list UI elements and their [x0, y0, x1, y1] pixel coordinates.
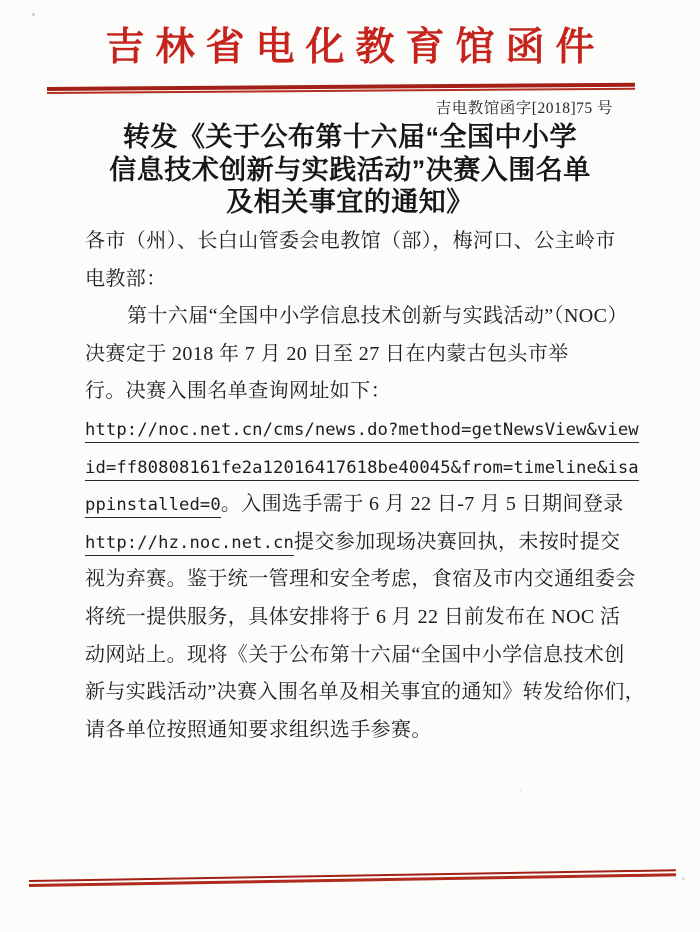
body-line	[85, 373, 645, 411]
body-line-text: 视为弃赛。鉴于统一管理和安全考虑，食宿及市内交通组委会	[85, 568, 636, 591]
body-line-text: 请各单位按照通知要求组织选手参赛。	[85, 718, 432, 741]
body-line-text: 新与实践活动”决赛入围名单及相关事宜的通知》转发给你们，	[85, 681, 646, 704]
body-line	[85, 449, 645, 487]
body-line-text: 。入围选手需于 6 月 22 日-7 月 5 日期间登录	[220, 493, 624, 516]
document-title	[0, 121, 700, 219]
document-title-line-3: 及相关事宜的通知》	[226, 187, 474, 217]
url-underline-segment: id=ff80808161fe2a12016417618be40045&from=timeline&isa	[85, 458, 639, 481]
red-rule-top	[47, 83, 635, 94]
body-line	[85, 298, 645, 336]
salutation-line-1: 各市（州）、长白山管委会电教馆（部），梅河口、公主岭市	[85, 230, 616, 252]
body-line	[85, 637, 645, 675]
letter-body	[85, 223, 645, 749]
url-underline-segment: ppinstalled=0	[85, 495, 221, 518]
body-line-text: 动网站上。现将《关于公布第十六届“全国中小学信息技术创	[85, 643, 625, 666]
salutation-line-2: 电教部：	[85, 267, 167, 290]
body-line	[85, 411, 645, 449]
document-title-line-1: 转发《关于公布第十六届“全国中小学	[123, 122, 577, 152]
body-line-text: 提交参加现场决赛回执，未按时提交	[293, 530, 621, 553]
document-title-line-2: 信息技术创新与实践活动”决赛入围名单	[109, 154, 591, 185]
body-line	[85, 674, 645, 712]
red-rule-bottom	[29, 869, 676, 887]
body-line-text: 第十六届“全国中小学信息技术创新与实践活动”（NOC）	[127, 305, 628, 328]
body-line	[85, 336, 645, 374]
url-underline-segment: http://noc.net.cn/cms/news.do?method=getNewsView&view	[85, 420, 639, 443]
url-underline-segment: http://hz.noc.net.cn	[85, 533, 294, 556]
body-line	[85, 524, 645, 562]
body-line-text: 将统一提供服务，具体安排将于 6 月 22 日前发布在 NOC 活	[85, 605, 621, 628]
body-line-text: 决赛定于 2018 年 7 月 20 日至 27 日在内蒙古包头市举	[85, 342, 569, 365]
body-line-text: 行。决赛入围名单查询网址如下：	[85, 380, 391, 403]
doc-number: 吉电教馆函字[2018]75 号	[435, 100, 613, 117]
letterhead-title: 吉林省电化教育馆函件	[105, 26, 606, 69]
body-line	[85, 712, 645, 750]
body-line	[85, 599, 645, 637]
body-line	[85, 561, 645, 599]
body-line	[85, 486, 645, 524]
scan-noise	[0, 0, 1, 1]
